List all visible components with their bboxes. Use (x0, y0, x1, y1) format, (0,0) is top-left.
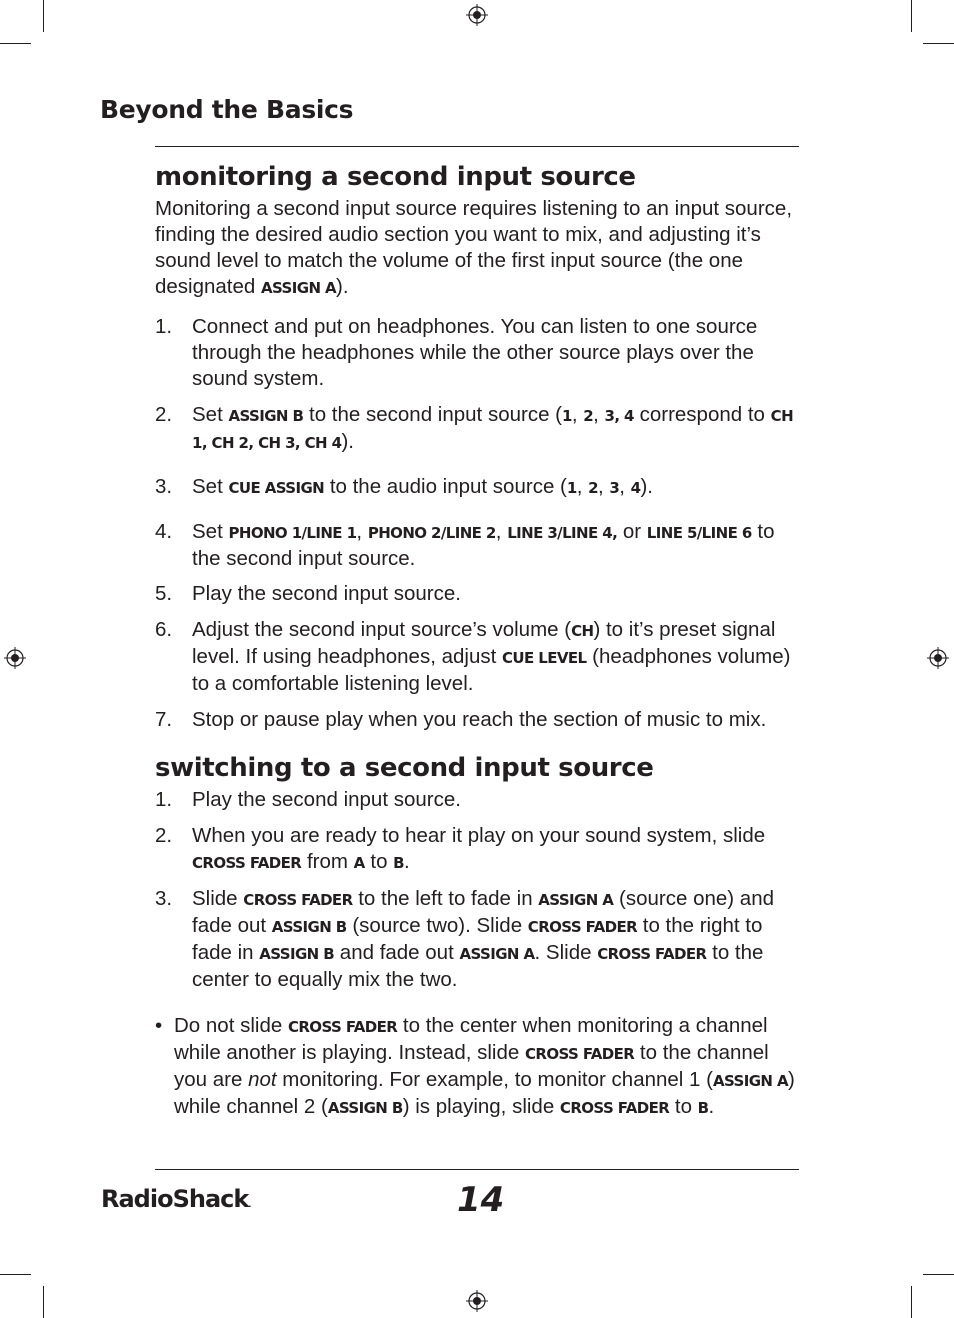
registration-mark-icon (927, 647, 949, 669)
registration-mark-icon (466, 1290, 488, 1312)
crop-mark (43, 1286, 44, 1318)
crop-mark (923, 1274, 954, 1275)
list-item: 5. Play the second input source. (155, 582, 461, 605)
crop-mark (0, 43, 31, 44)
crop-mark (911, 0, 912, 32)
switching-heading: switching to a second input source (155, 753, 654, 783)
crop-mark (0, 1274, 31, 1275)
cross-fader-note: • Do not slide CROSS FADER to the center when monitoring a channel while another is playing. Instead, slide CROSS FADER to the channel you are not monitoring. For example, to monitor channel 1 (ASSIGN A) while channel 2 (ASSIGN B) is playing, slide CROSS FADER to B. (155, 1014, 795, 1118)
switching-steps (155, 787, 800, 993)
list-item: 2. When you are ready to hear it play on your sound system, slide CROSS FADER from A to B. (155, 824, 766, 873)
radioshack-logo: RadioShack. (101, 1185, 252, 1213)
crop-mark (43, 0, 44, 32)
list-item: 2. Set ASSIGN B to the second input source (1, 2, 3, 4 correspond to CH 1, CH 2, CH 3, CH 4). (155, 403, 794, 453)
list-item: 3. Set CUE ASSIGN to the audio input source (1, 2, 3, 4). (155, 475, 653, 498)
monitoring-steps (155, 314, 800, 733)
monitoring-intro: Monitoring a second input source requires listening to an input source, finding the desired audio section you want to mix, and adjusting it’s sound level to match the volume of the first input source (the one designated ASSIGN A). (155, 197, 793, 298)
section-title: Beyond the Basics (100, 95, 354, 124)
main-content (155, 160, 800, 1121)
list-item: 7. Stop or pause play when you reach the section of music to mix. (155, 708, 767, 731)
page-number: 14 (457, 1180, 505, 1220)
list-item: 6. Adjust the second input source’s volume (CH) to it’s preset signal level. If using headphones, adjust CUE LEVEL (headphones volume) to a comfortable listening level. (155, 618, 791, 695)
list-item: 3. Slide CROSS FADER to the left to fade in ASSIGN A (source one) and fade out ASSIGN B (source two). Slide CROSS FADER to the right to fade in ASSIGN B and fade out ASSIGN A. Slide CROSS FADER to the center to equally mix the two. (155, 887, 775, 991)
registration-mark-icon (4, 647, 26, 669)
monitoring-heading: monitoring a second input source (155, 162, 636, 192)
bottom-divider (155, 1169, 799, 1170)
top-divider (155, 146, 799, 147)
list-item: 1. Play the second input source. (155, 788, 461, 811)
crop-mark (911, 1286, 912, 1318)
list-item: 1. Connect and put on headphones. You can listen to one source through the headphones while the other source plays over the sound system. (155, 315, 758, 390)
list-item: 4. Set PHONO 1/LINE 1, PHONO 2/LINE 2, LINE 3/LINE 4, or LINE 5/LINE 6 to the second input source. (155, 520, 775, 570)
crop-mark (923, 43, 954, 44)
registration-mark-icon (466, 4, 488, 26)
